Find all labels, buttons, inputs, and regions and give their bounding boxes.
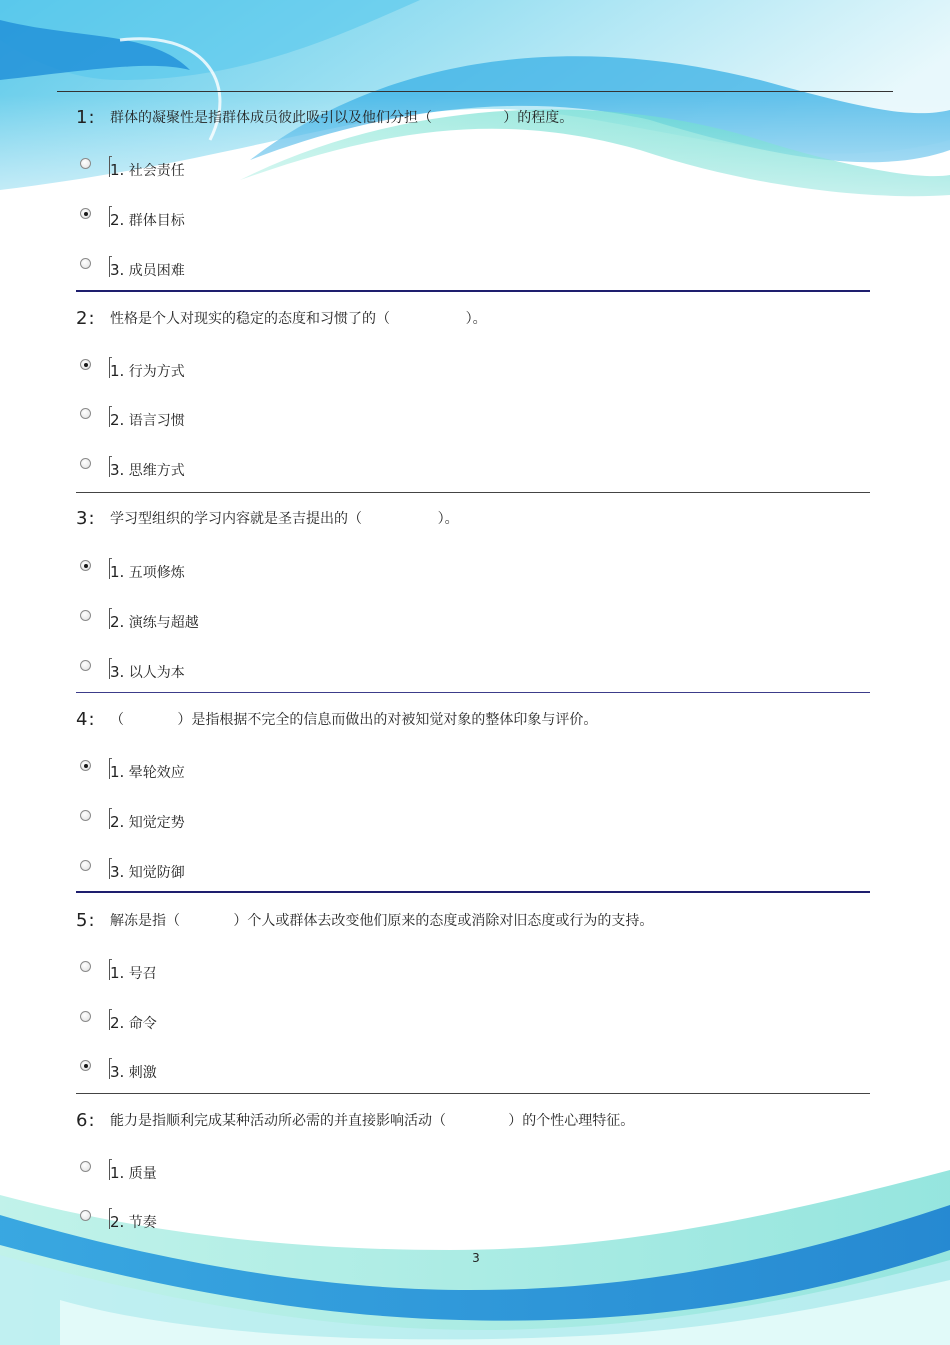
option-3[interactable]	[76, 658, 296, 682]
option-label: 2. 群体目标	[110, 211, 185, 229]
option-label: 1. 号召	[110, 964, 157, 982]
question-text: 学习型组织的学习内容就是圣吉提出的（ ）。	[110, 511, 459, 527]
option-label: 2. 演练与超越	[110, 613, 199, 631]
question-number: 4:	[76, 708, 96, 730]
question-stem	[76, 1108, 634, 1132]
option-label: 1. 五项修炼	[110, 563, 185, 581]
question-number: 6:	[76, 1109, 96, 1131]
question-text: （ ）是指根据不完全的信息而做出的对被知觉对象的整体印象与评价。	[110, 712, 598, 728]
question-stem	[76, 707, 597, 731]
option-label: 2. 知觉定势	[110, 813, 185, 831]
question-divider	[76, 290, 870, 292]
option-2[interactable]	[76, 1009, 296, 1033]
question-text: 群体的凝聚性是指群体成员彼此吸引以及他们分担（ ）的程度。	[110, 110, 574, 126]
radio-unchecked-icon[interactable]	[80, 660, 91, 671]
radio-unchecked-icon[interactable]	[80, 810, 91, 821]
question-text: 能力是指顺利完成某种活动所必需的并直接影响活动（ ）的个性心理特征。	[110, 1113, 635, 1129]
option-1[interactable]	[76, 156, 296, 180]
option-1[interactable]	[76, 357, 296, 381]
option-label: 1. 质量	[110, 1164, 157, 1182]
question-number: 1:	[76, 106, 96, 128]
option-label: 1. 社会责任	[110, 161, 185, 179]
option-label: 1. 行为方式	[110, 362, 185, 380]
page-top-rule	[57, 91, 893, 92]
radio-unchecked-icon[interactable]	[80, 258, 91, 269]
radio-unchecked-icon[interactable]	[80, 1011, 91, 1022]
option-label: 2. 命令	[110, 1014, 157, 1032]
radio-unchecked-icon[interactable]	[80, 458, 91, 469]
option-label: 3. 成员困难	[110, 261, 185, 279]
option-2[interactable]	[76, 206, 296, 230]
question-stem	[76, 506, 459, 530]
question-text: 性格是个人对现实的稳定的态度和习惯了的（ ）。	[110, 311, 487, 327]
question-stem	[76, 105, 573, 129]
radio-checked-icon[interactable]	[80, 760, 91, 771]
question-stem	[76, 306, 487, 330]
option-3[interactable]	[76, 456, 296, 480]
option-label: 2. 节奏	[110, 1213, 157, 1231]
question-number: 5:	[76, 909, 96, 931]
question-divider	[76, 692, 870, 693]
option-3[interactable]	[76, 858, 296, 882]
option-2[interactable]	[76, 808, 296, 832]
question-divider	[76, 1093, 870, 1094]
question-divider	[76, 891, 870, 893]
question-number: 3:	[76, 507, 96, 529]
radio-unchecked-icon[interactable]	[80, 610, 91, 621]
option-2[interactable]	[76, 608, 296, 632]
option-label: 3. 以人为本	[110, 663, 185, 681]
option-2[interactable]	[76, 1208, 296, 1232]
radio-checked-icon[interactable]	[80, 1060, 91, 1071]
radio-unchecked-icon[interactable]	[80, 1210, 91, 1221]
question-text: 解冻是指（ ）个人或群体去改变他们原来的态度或消除对旧态度或行为的支持。	[110, 913, 654, 929]
radio-checked-icon[interactable]	[80, 560, 91, 571]
radio-checked-icon[interactable]	[80, 359, 91, 370]
option-3[interactable]	[76, 256, 296, 280]
question-divider	[76, 492, 870, 493]
option-3[interactable]	[76, 1058, 296, 1082]
question-stem	[76, 908, 653, 932]
question-number: 2:	[76, 307, 96, 329]
radio-unchecked-icon[interactable]	[80, 860, 91, 871]
radio-unchecked-icon[interactable]	[80, 1161, 91, 1172]
option-2[interactable]	[76, 406, 296, 430]
option-label: 1. 晕轮效应	[110, 763, 185, 781]
radio-checked-icon[interactable]	[80, 208, 91, 219]
option-1[interactable]	[76, 1159, 296, 1183]
option-1[interactable]	[76, 558, 296, 582]
option-1[interactable]	[76, 959, 296, 983]
option-label: 2. 语言习惯	[110, 411, 185, 429]
option-label: 3. 知觉防御	[110, 863, 185, 881]
radio-unchecked-icon[interactable]	[80, 158, 91, 169]
option-label: 3. 思维方式	[110, 461, 185, 479]
option-label: 3. 刺激	[110, 1063, 157, 1081]
radio-unchecked-icon[interactable]	[80, 408, 91, 419]
page-number: 3	[472, 1251, 480, 1265]
option-1[interactable]	[76, 758, 296, 782]
radio-unchecked-icon[interactable]	[80, 961, 91, 972]
